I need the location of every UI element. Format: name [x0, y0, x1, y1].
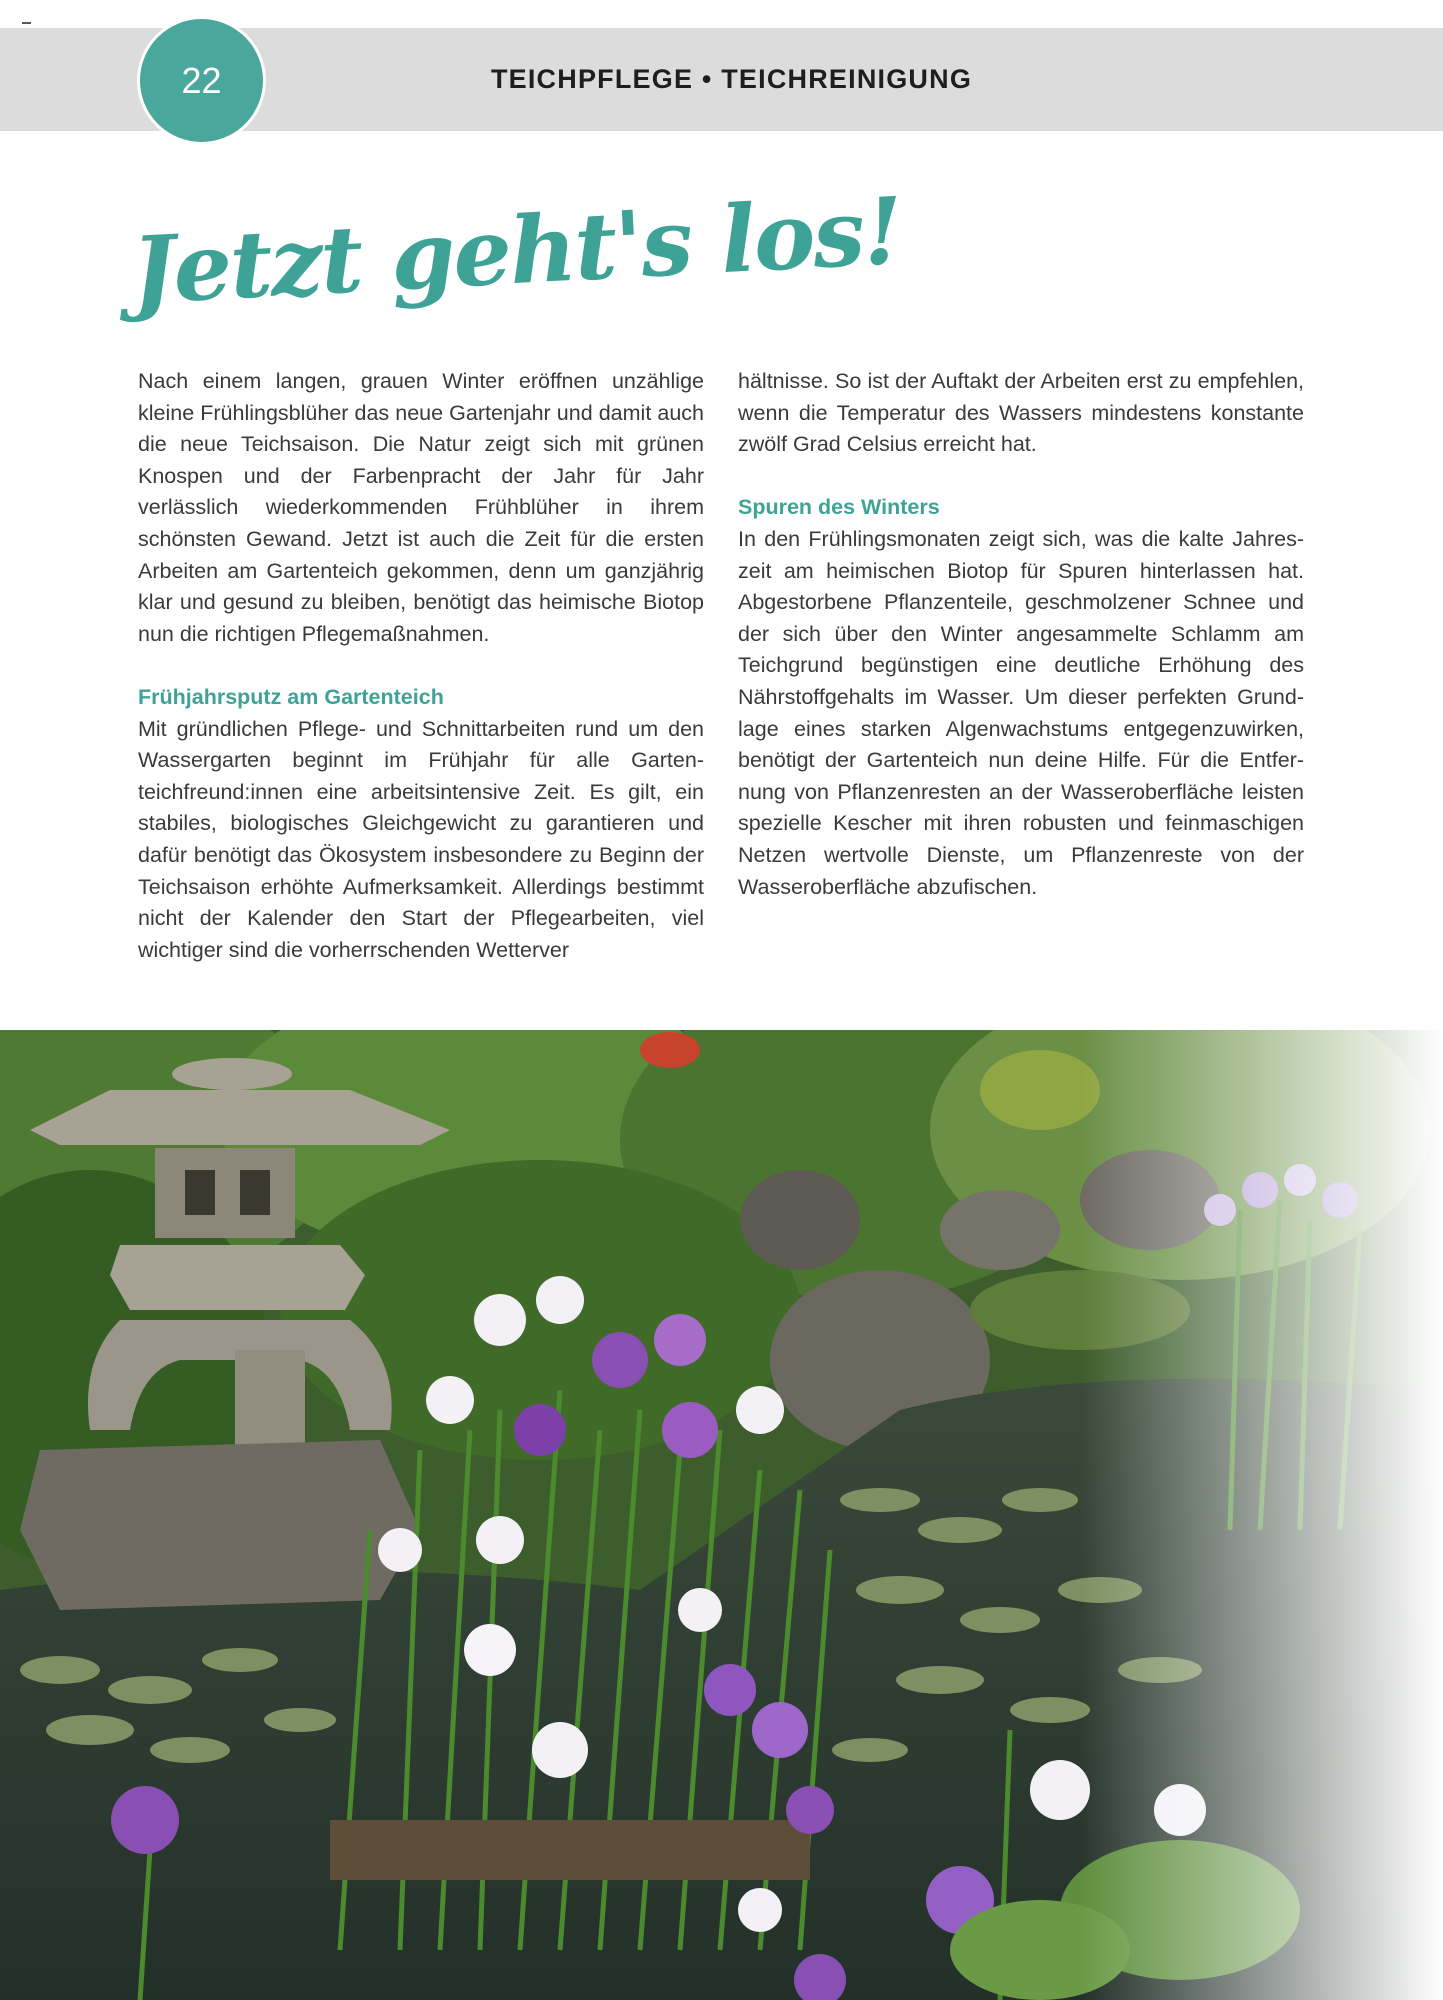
subheading-fruehjahrsputz: Frühjahrsputz am Gartenteich	[138, 684, 444, 709]
body-paragraph-right: In den Frühlingsmonaten zeigt sich, was die kalte Jahreszeit am heimischen Biotop für Spuren hinterlassen hat. Abgestorbene Pflanzenteile, geschmolzener Schnee und der sich über den Winter angesammelte Schlamm am Teichgrund begünstigen eine deutliche Erhöhung des Nährstoffgehalts im Wasser. Um dieser perfekten Grundlage eines starken Algenwachstums entgegenzuwirken, benötigt der Gartenteich nun deine Hilfe. Für die Entfernung von Pflanzenresten an der Wasseroberfläche leisten spezielle Kescher mit ihren robusten und feinmaschigen Netzen wertvolle Dienste, um Pflanzenreste von der Wasseroberfläche abzufischen.	[738, 526, 1304, 899]
subheading-spuren-des-winters: Spuren des Winters	[738, 495, 940, 520]
section-title: TEICHPFLEGE • TEICHREINIGUNG	[490, 64, 973, 94]
headline: Jetzt geht's los!	[129, 176, 904, 325]
intro-paragraph: Nach einem langen, grauen Winter eröffnen unzählige kleine Frühlingsblüher das neue Gartenjahr und damit auch die neue Teichsaison. Die Natur zeigt sich mit grünen Knospen und der Farbenpracht der Jahr für Jahr verlässlich wiederkommenden Frühblüher in ihrem schönsten Gewand. Jetzt ist auch die Zeit für die ersten Arbeiten am Gartenteich gekommen, denn um ganzjährig klar und gesund zu bleiben, benötigt das heimische Biotop nun die richtigen Pflegemaßnahmen.	[138, 369, 704, 646]
garden-pond-photo	[0, 1030, 1443, 2000]
body-paragraph-left: Mit gründlichen Pflege- und Schnittarbeiten rund um den Wassergarten beginnt im Frühjahr für alle Gartenteichfreund:innen eine arbeitsintensive Zeit. Es gilt, ein stabiles, biologisches Gleichgewicht zu garantieren und dafür benötigt das Ökosystem insbesondere zu Beginn der Teichsaison erhöhte Aufmerksamkeit. Allerdings bestimmt nicht der Kalender den Start der Pflegearbeiten, viel wichtiger sind die vorherrschenden Wetterver	[138, 716, 704, 962]
text-column-left	[138, 366, 704, 966]
page-number-badge: 22	[137, 16, 266, 145]
text-column-right	[738, 366, 1304, 903]
continuation-paragraph: hältnisse. So ist der Auftakt der Arbeiten erst zu empfehlen, wenn die Temperatur des Wassers mindestens konstante zwölf Grad Celsius erreicht hat.	[738, 369, 1304, 457]
